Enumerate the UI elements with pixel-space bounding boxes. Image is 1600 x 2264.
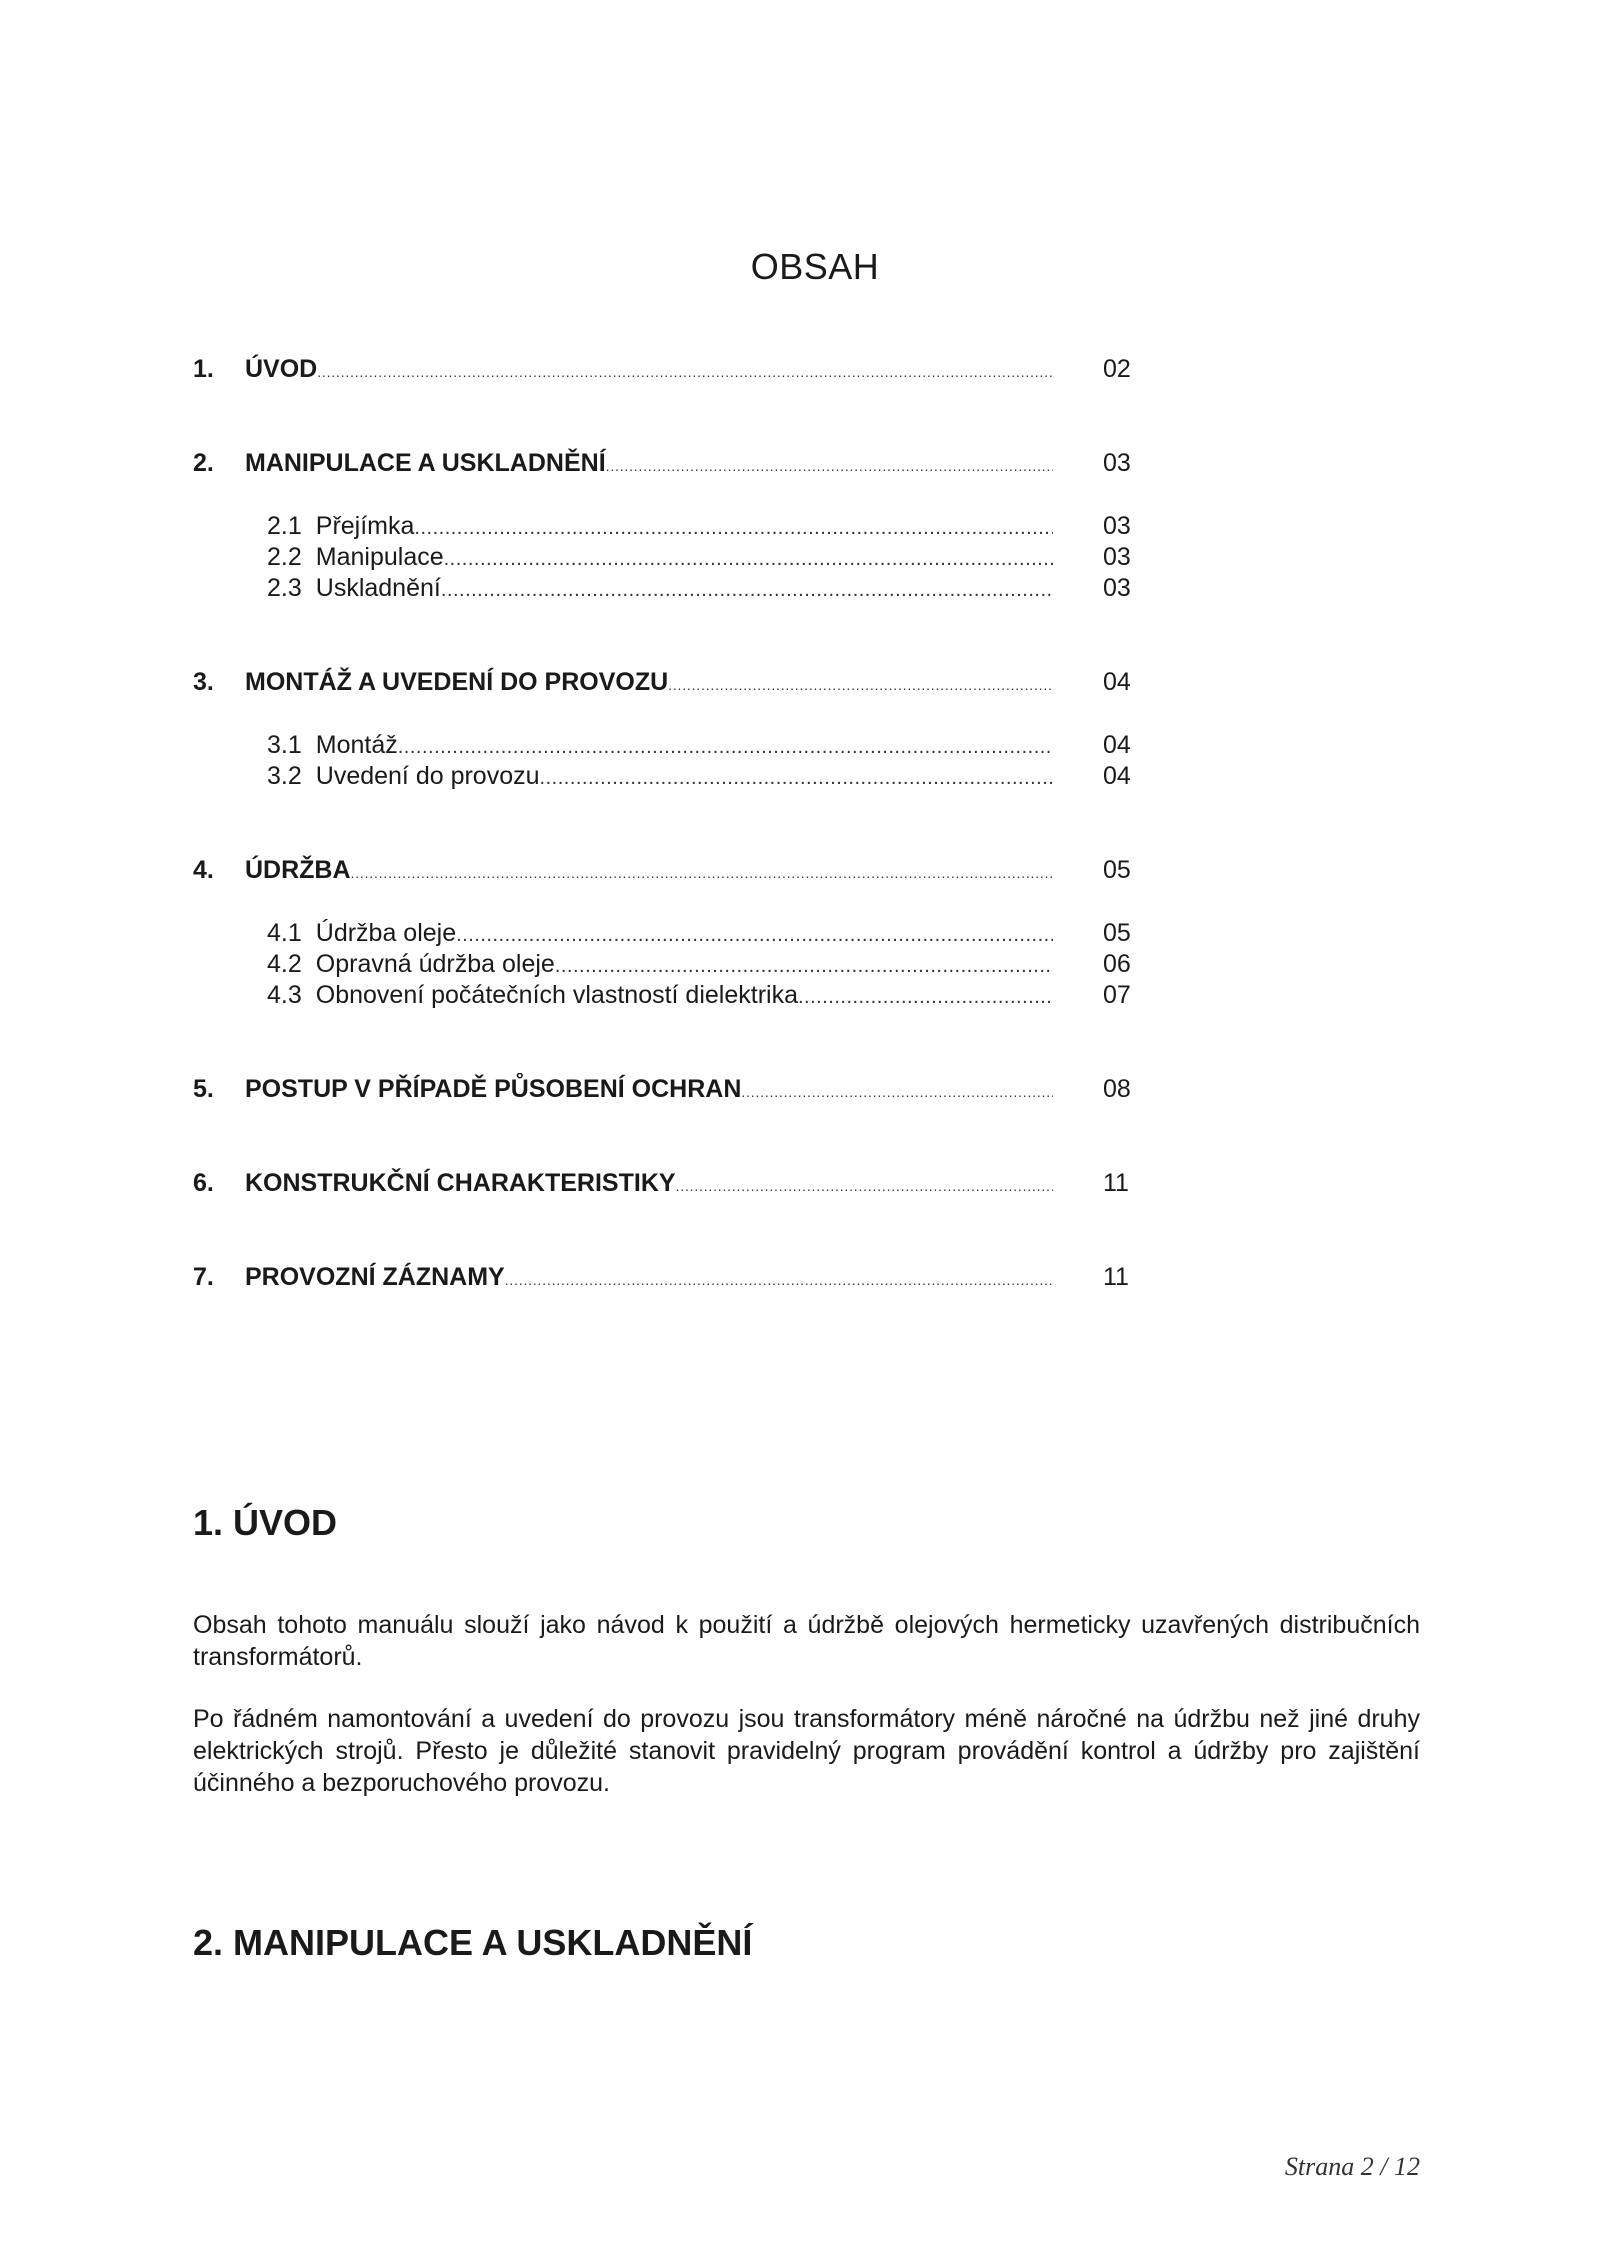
toc-entry-label: Montáž (315, 731, 398, 759)
toc-entry-number: 3.2 (267, 762, 302, 790)
paragraph: Po řádném namontování a uvedení do provozu jsou transformátory méně náročné na údržbu než jiné druhy elektrických strojů. Přesto je důležité stanovit pravidelný program provádění kontrol a údržby pro zajištění účinného a bezporuchového provozu. (193, 1705, 1420, 1797)
toc-entry-page: 03 (1103, 574, 1131, 602)
toc-dot-leader (741, 1076, 1053, 1105)
toc-entry-label: ÚDRŽBA (245, 856, 351, 884)
toc-entry-number: 3. (193, 668, 214, 696)
toc-entry-page: 02 (1103, 355, 1131, 383)
toc-dot-leader (540, 762, 1053, 792)
toc-entry-page: 05 (1103, 856, 1131, 884)
toc-dot-leader (505, 1264, 1053, 1293)
toc-entry-page: 03 (1103, 512, 1131, 540)
toc-entry-obnoveni-vlastnosti[interactable] (267, 979, 1053, 1011)
toc-entry-label: POSTUP V PŘÍPADĚ PŮSOBENÍ OCHRAN (245, 1075, 742, 1103)
toc-dot-leader (441, 574, 1053, 604)
toc-entry-page: 07 (1103, 981, 1131, 1009)
toc-entry-label: Obnovení počátečních vlastností dielektrika (315, 981, 798, 1009)
toc-entry-label: KONSTRUKČNÍ CHARAKTERISTIKY (245, 1169, 676, 1197)
toc-entry-number: 2.1 (267, 512, 302, 540)
toc-entry-page: 06 (1103, 950, 1131, 978)
toc-entry-label: Opravná údržba oleje (315, 950, 555, 978)
toc-entry-konstrukcni-charakteristiky[interactable] (193, 1167, 1053, 1199)
toc-entry-page: 03 (1103, 543, 1131, 571)
paragraph: Obsah tohoto manuálu slouží jako návod k použití a údržbě olejových hermeticky uzavřených distribučních transformátorů. (193, 1611, 1420, 1671)
toc-entry-provozni-zaznamy[interactable] (193, 1261, 1053, 1293)
toc-dot-leader (317, 356, 1053, 385)
toc-entry-label: ÚVOD (245, 355, 318, 383)
toc-entry-number: 1. (193, 355, 214, 383)
toc-entry-number: 2.3 (267, 574, 302, 602)
toc-dot-leader (398, 731, 1053, 761)
toc-dot-leader (456, 919, 1053, 949)
toc-entry-label: PROVOZNÍ ZÁZNAMY (245, 1263, 505, 1291)
toc-dot-leader (668, 669, 1053, 698)
toc-entry-label: MANIPULACE A USKLADNĚNÍ (245, 449, 606, 477)
toc-entry-number: 3.1 (267, 731, 302, 759)
toc-entry-page: 03 (1103, 449, 1131, 477)
toc-entry-prejimka[interactable] (267, 510, 1053, 542)
toc-entry-montaz-a-uvedeni[interactable] (193, 666, 1053, 698)
toc-entry-label: Uskladnění (315, 574, 441, 602)
toc-title: OBSAH (750, 246, 880, 287)
toc-dot-leader (555, 950, 1053, 980)
toc-entry-page: 04 (1103, 668, 1131, 696)
toc-dot-leader (798, 981, 1053, 1011)
toc-entry-page: 11 (1103, 1263, 1129, 1291)
toc-entry-label: Uvedení do provozu (315, 762, 540, 790)
toc-dot-leader (351, 857, 1053, 886)
toc-entry-uvod[interactable] (193, 353, 1053, 385)
toc-entry-label: Údržba oleje (315, 919, 457, 947)
toc-entry-page: 05 (1103, 919, 1131, 947)
toc-entry-udrzba[interactable] (193, 854, 1053, 886)
toc-entry-page: 04 (1103, 762, 1131, 790)
toc-entry-number: 4. (193, 856, 214, 884)
toc-entry-number: 4.1 (267, 919, 302, 947)
toc-entry-label: MONTÁŽ A UVEDENÍ DO PROVOZU (245, 668, 669, 696)
toc-dot-leader (444, 543, 1053, 573)
toc-entry-number: 5. (193, 1075, 214, 1103)
toc-entry-label: Manipulace (315, 543, 444, 571)
toc-entry-number: 4.3 (267, 981, 302, 1009)
toc-dot-leader (606, 450, 1053, 479)
page-number: Strana 2 / 12 (1284, 2152, 1420, 2181)
toc-dot-leader (414, 512, 1053, 542)
toc-entry-uskladneni[interactable] (267, 572, 1053, 604)
toc-entry-uvedeni-do-provozu[interactable] (267, 760, 1053, 792)
toc-entry-number: 4.2 (267, 950, 302, 978)
toc-entry-manipulace[interactable] (267, 541, 1053, 573)
toc-entry-number: 2.2 (267, 543, 302, 571)
toc-entry-postup-ochran[interactable] (193, 1073, 1053, 1105)
toc-entry-manipulace-a-uskladneni[interactable] (193, 447, 1053, 479)
toc-entry-number: 6. (193, 1169, 214, 1197)
toc-entry-number: 7. (193, 1263, 214, 1291)
toc-entry-udrzba-oleje[interactable] (267, 917, 1053, 949)
toc-entry-montaz[interactable] (267, 729, 1053, 761)
toc-entry-page: 11 (1103, 1169, 1129, 1197)
toc-entry-number: 2. (193, 449, 214, 477)
toc-entry-opravna-udrzba-oleje[interactable] (267, 948, 1053, 980)
toc-entry-page: 04 (1103, 731, 1131, 759)
toc-entry-label: Přejímka (315, 512, 415, 540)
toc-dot-leader (676, 1170, 1053, 1199)
toc-entry-page: 08 (1103, 1075, 1131, 1103)
section-heading-manipulace-a-uskladneni: 2. MANIPULACE A USKLADNĚNÍ (193, 1922, 753, 1963)
section-heading-uvod: 1. ÚVOD (193, 1502, 338, 1543)
